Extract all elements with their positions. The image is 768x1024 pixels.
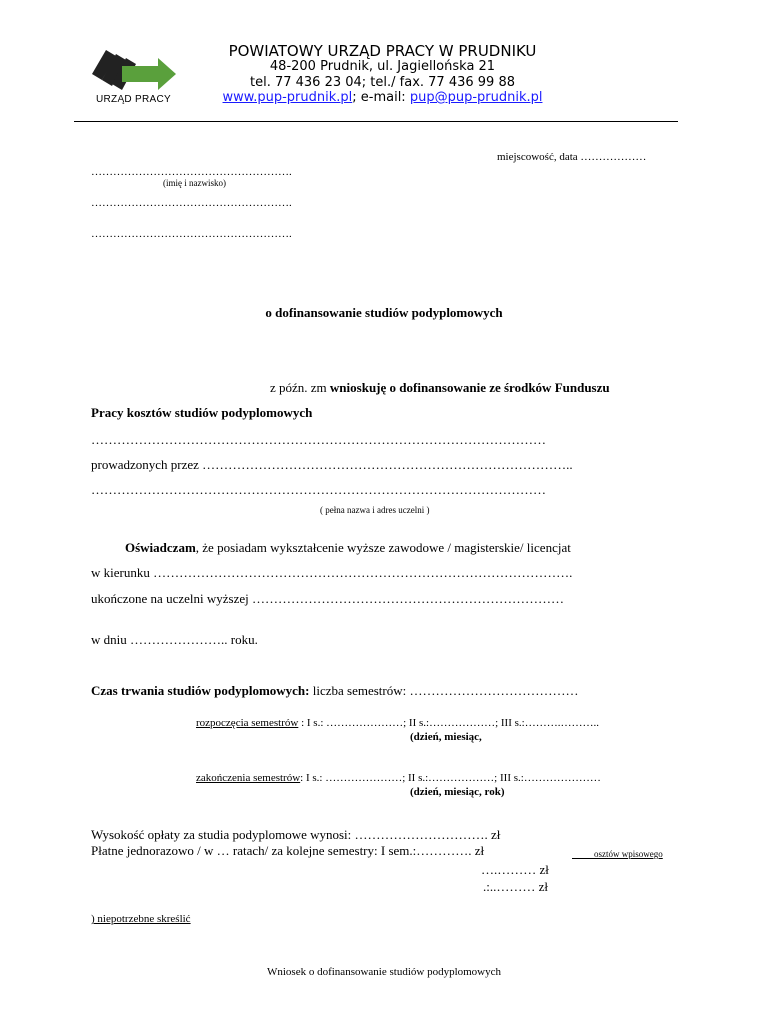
office-phones: tel. 77 436 23 04; tel./ fax. 77 436 99 88	[249, 75, 515, 90]
applicant-name-caption: (imię i nazwisko)	[163, 178, 226, 188]
semester-end-caption: (dzień, miesiąc, rok)	[410, 786, 505, 798]
office-address: 48-200 Prudnik, ul. Jagiellońska 21	[269, 59, 496, 74]
semester-start-caption: (dzień, miesiąc,	[410, 731, 482, 743]
logo-caption: URZĄD PRACY	[96, 94, 171, 105]
university-caption: ( pełna nazwa i adres uczelni )	[320, 505, 430, 515]
email-link[interactable]: pup@pup-prudnik.pl	[409, 90, 543, 105]
duration-line: Czas trwania studiów podyplomowych: liczba semestrów: …………………………………	[91, 683, 579, 698]
payment-line: Płatne jednorazowo / w … ratach/ za kolejne semestry: I sem.:…………. zł	[91, 843, 485, 858]
semester-3-amount: .:..……… zł	[483, 879, 548, 894]
urzad-pracy-logo-icon	[88, 44, 188, 96]
document-title: o dofinansowanie studiów podyplomowych	[265, 305, 503, 320]
page-footer: Wniosek o dofinansowanie studiów podyplomowych	[266, 966, 502, 978]
request-intro: z późn. zm wnioskuję o dofinansowanie ze środków Funduszu	[270, 380, 610, 395]
applicant-line-2: ……………………………………………….	[91, 197, 292, 209]
semester-2-amount: ….……… zł	[481, 862, 549, 877]
field-of-study-line: w kierunku …………………………………………………………………………………….	[91, 565, 573, 580]
office-contact: www.pup-prudnik.pl; e-mail: pup@pup-prudnik.pl	[222, 90, 543, 105]
fee-note-underline	[572, 858, 594, 859]
university-address-line: ……………………………………………………………………………………………	[91, 482, 546, 497]
semester-end-line: zakończenia semestrów: I s.: …………………; II s.:………………; III s.:…………………	[196, 772, 601, 784]
declaration-line: Oświadczam, że posiadam wykształcenie wyższe zawodowe / magisterskie/ licencjat	[125, 540, 571, 555]
university-line: ukończone na uczelni wyższej ………………………………………………………………	[91, 591, 564, 606]
request-line-2: Pracy kosztów studiów podyplomowych	[91, 405, 313, 420]
fee-amount-line: Wysokość opłaty za studia podyplomowe wynosi: …………………………. zł	[91, 827, 501, 842]
applicant-name-line: ……………………………………………….	[91, 166, 292, 178]
conducted-by-line: prowadzonych przez …………………………………………………………………………..	[91, 457, 573, 472]
applicant-line-3: ……………………………………………….	[91, 228, 292, 240]
fee-note: osztów wpisowego	[594, 849, 663, 859]
graduation-date-line: w dniu ………………….. roku.	[91, 632, 258, 647]
studies-name-line: ……………………………………………………………………………………………	[91, 432, 546, 447]
place-date: miejscowość, data ………………	[497, 151, 647, 163]
office-name: POWIATOWY URZĄD PRACY W PRUDNIKU	[228, 42, 537, 60]
footnote: ) niepotrzebne skreślić	[91, 913, 191, 925]
website-link[interactable]: www.pup-prudnik.pl	[222, 90, 353, 105]
semester-start-line: rozpoczęcia semestrów : I s.: …………………; II s.:………………; III s.:……….………..	[196, 717, 599, 729]
header-divider	[74, 121, 678, 122]
logo	[88, 44, 188, 108]
